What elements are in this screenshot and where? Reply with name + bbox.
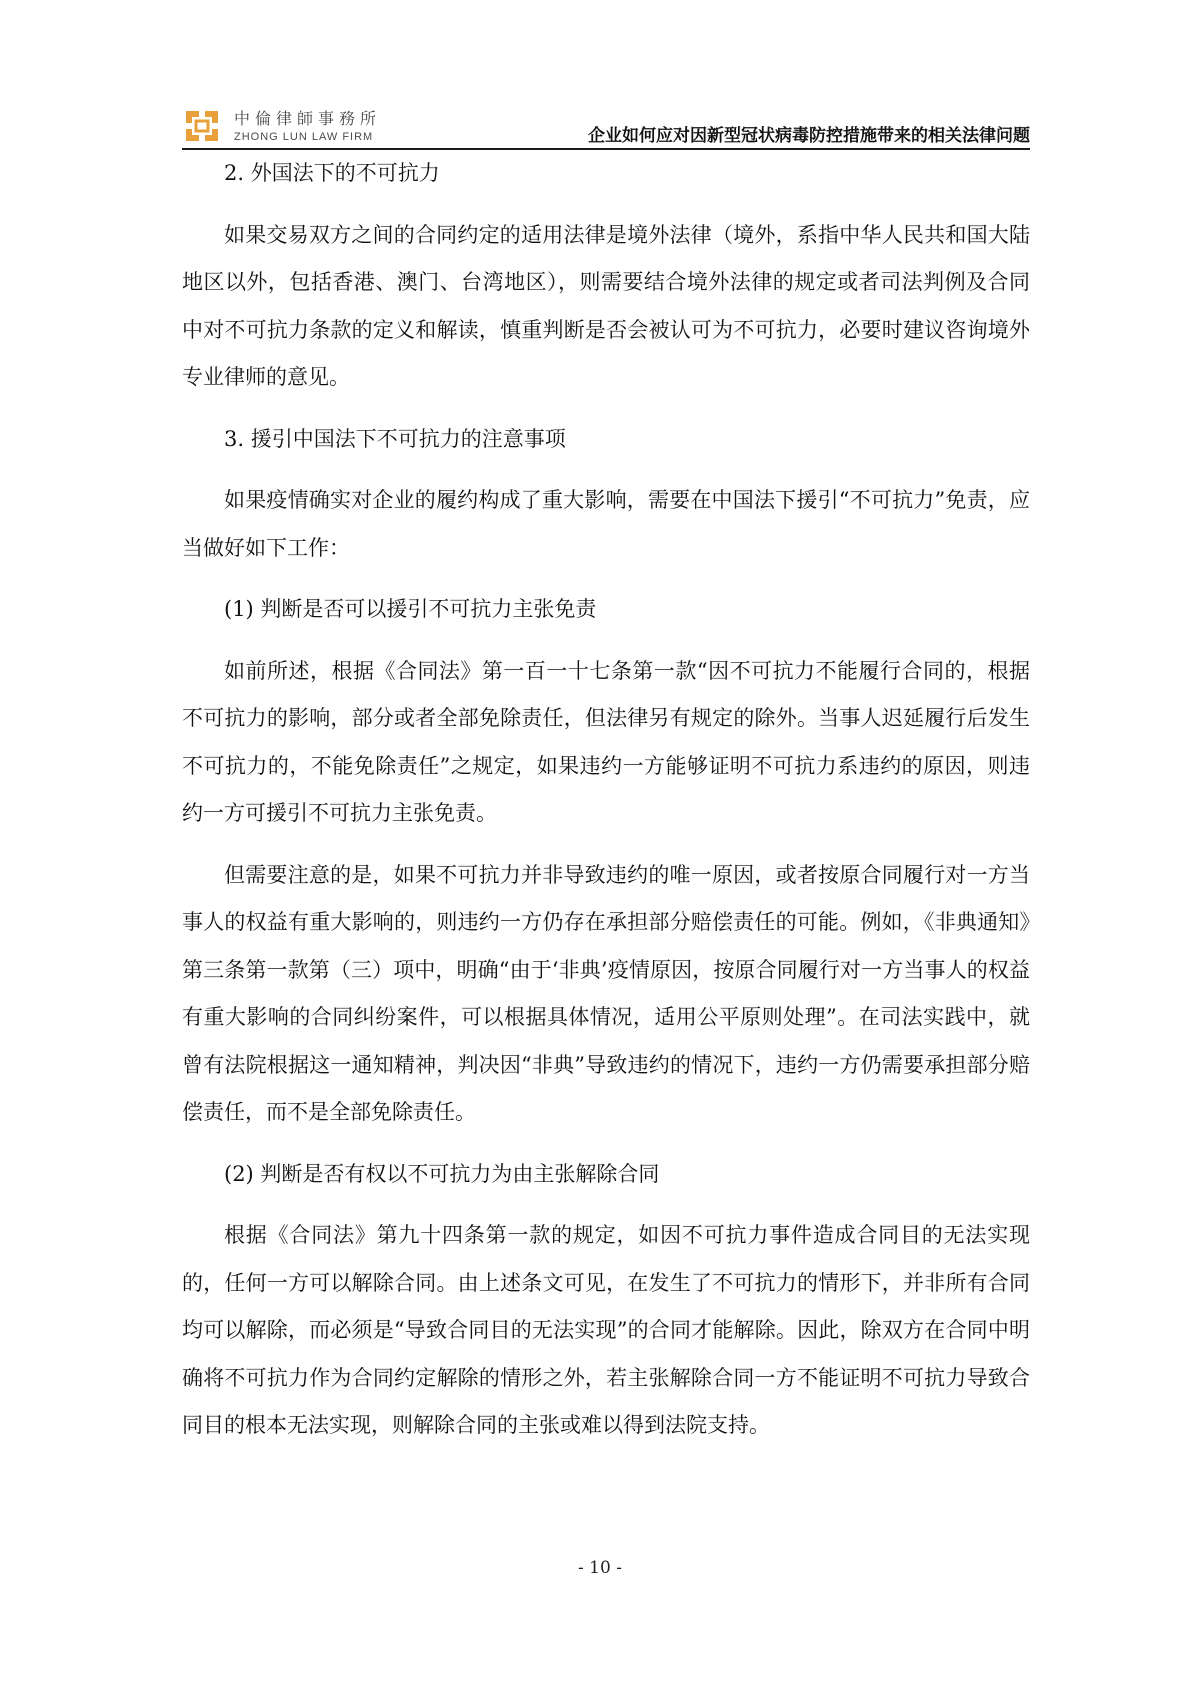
document-body <box>182 150 1030 1464</box>
sub-heading-1: (1) 判断是否可以援引不可抗力主张免责 <box>224 597 597 621</box>
firm-name-chinese: 中倫律師事務所 <box>234 109 382 128</box>
paragraph-prc-law-intro: 如果疫情确实对企业的履约构成了重大影响，需要在中国法下援引“不可抗力”免责，应当做好如下工作： <box>182 488 1030 560</box>
firm-logo-svg <box>182 108 222 144</box>
paragraph-sars-notice: 但需要注意的是，如果不可抗力并非导致违约的唯一原因，或者按原合同履行对一方当事人的权益有重大影响的，则违约一方仍存在承担部分赔偿责任的可能。例如，《非典通知》第三条第一款第（三）项中，明确“由于‘非典’疫情原因，按原合同履行对一方当事人的权益有重大影响的合同纠纷案件，可以根据具体情况，适用公平原则处理”。在司法实践中，就曾有法院根据这一通知精神，判决因“非典”导致违约的情况下，违约一方仍需要承担部分赔偿责任，而不是全部免除责任。 <box>182 862 1030 1124</box>
section-heading-3: 3. 援引中国法下不可抗力的注意事项 <box>224 426 566 451</box>
section-heading-2: 2. 外国法下的不可抗力 <box>224 161 440 185</box>
firm-logo-icon <box>182 108 222 144</box>
sub-heading-2: (2) 判断是否有权以不可抗力为由主张解除合同 <box>224 1161 660 1186</box>
paragraph-contract-law-94: 根据《合同法》第九十四条第一款的规定，如因不可抗力事件造成合同目的无法实现的，任何一方可以解除合同。由上述条文可见，在发生了不可抗力的情形下，并非所有合同均可以解除，而必须是“导致合同目的无法实现”的合同才能解除。因此，除双方在合同中明确将不可抗力作为合同约定解除的情形之外，若主张解除合同一方不能证明不可抗力导致合同目的根本无法实现，则解除合同的主张或难以得到法院支持。 <box>182 1223 1030 1437</box>
page-header <box>182 104 1030 150</box>
paragraph-contract-law-117: 如前所述，根据《合同法》第一百一十七条第一款“因不可抗力不能履行合同的，根据不可抗力的影响，部分或者全部免除责任，但法律另有规定的除外。当事人迟延履行后发生不可抗力的，不能免除责任”之规定，如果违约一方能够证明不可抗力系违约的原因，则违约一方可援引不可抗力主张免责。 <box>182 658 1030 825</box>
document-title: 企业如何应对因新型冠状病毒防控措施带来的相关法律问题 <box>588 126 1030 146</box>
firm-name-english: ZHONG LUN LAW FIRM <box>234 131 374 143</box>
paragraph-foreign-law: 如果交易双方之间的合同约定的适用法律是境外法律（境外，系指中华人民共和国大陆地区以外，包括香港、澳门、台湾地区），则需要结合境外法律的规定或者司法判例及合同中对不可抗力条款的定义和解读，慎重判断是否会被认可为不可抗力，必要时建议咨询境外专业律师的意见。 <box>182 222 1030 389</box>
page-number: - 10 - <box>578 1558 622 1578</box>
